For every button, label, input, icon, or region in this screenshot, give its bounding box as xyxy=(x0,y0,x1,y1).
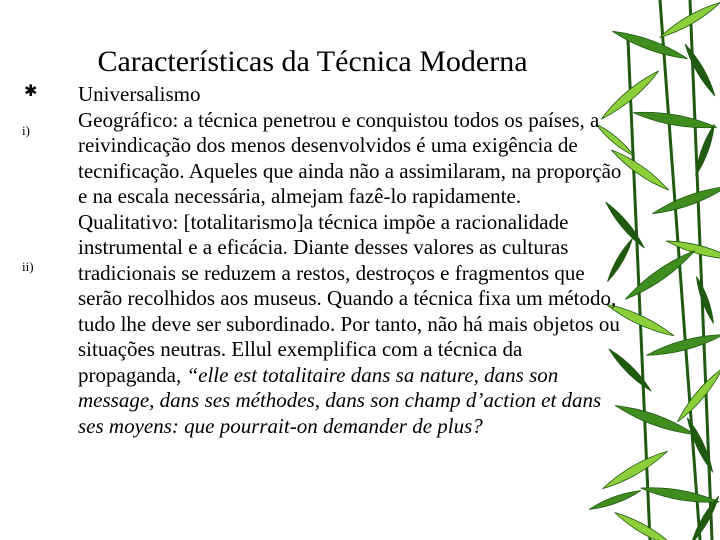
item-qualitativo xyxy=(78,210,623,440)
bullet-marker-ii: ii) xyxy=(22,259,34,274)
item-geografico xyxy=(78,108,623,210)
bamboo-leaf xyxy=(674,365,720,424)
bullet-marker-i: i) xyxy=(22,123,30,138)
bamboo-leaf xyxy=(613,509,678,540)
asterisk-icon: ✱ xyxy=(24,83,38,100)
bamboo-leaf xyxy=(684,416,716,473)
bamboo-leaf xyxy=(632,108,717,133)
bamboo-leaf xyxy=(613,401,696,440)
bamboo-leaf xyxy=(640,483,720,506)
item-text: : a técnica penetrou e conquistou todos os países, a reivindicação dos menos desenvolvidos é uma exigência de tecnificação. Aqueles que ainda não a assimilaram, na proporção e na escala necessária, almejam fazê-lo rapidamente. xyxy=(78,107,622,208)
bamboo-leaf xyxy=(588,487,642,512)
bamboo-leaf xyxy=(665,237,720,263)
slide-title: Características da Técnica Moderna xyxy=(97,45,528,78)
bamboo-leaf xyxy=(622,246,697,303)
ellul-quote: “elle est totalitaire dans sa nature, dans son message, dans ses méthodes, dans son champ d’action et dans ses moyens: que pourrait-on demander de plus? xyxy=(78,362,602,438)
bamboo-leaf xyxy=(694,275,717,324)
item-label: Qualitativo xyxy=(78,209,173,234)
bamboo-leaf xyxy=(682,42,718,98)
slide-body xyxy=(78,82,623,439)
section-heading: Universalismo xyxy=(78,82,201,106)
item-label: Geográfico xyxy=(78,107,173,132)
bamboo-leaf xyxy=(645,330,720,360)
bamboo-leaf xyxy=(600,447,669,492)
item-text: : [totalitarismo]a técnica impõe a racionalidade instrumental e a eficácia. Diante desses valores as culturas tradicionais se reduzem a restos, destroços e fragmentos que serão recolhidos aos museus. Quando a técnica fixa um método, tudo lhe deve ser subordinado. Por tanto, não há mais objetos ou situações neutras. Ellul exemplifica com a técnica da propaganda, xyxy=(78,209,620,387)
